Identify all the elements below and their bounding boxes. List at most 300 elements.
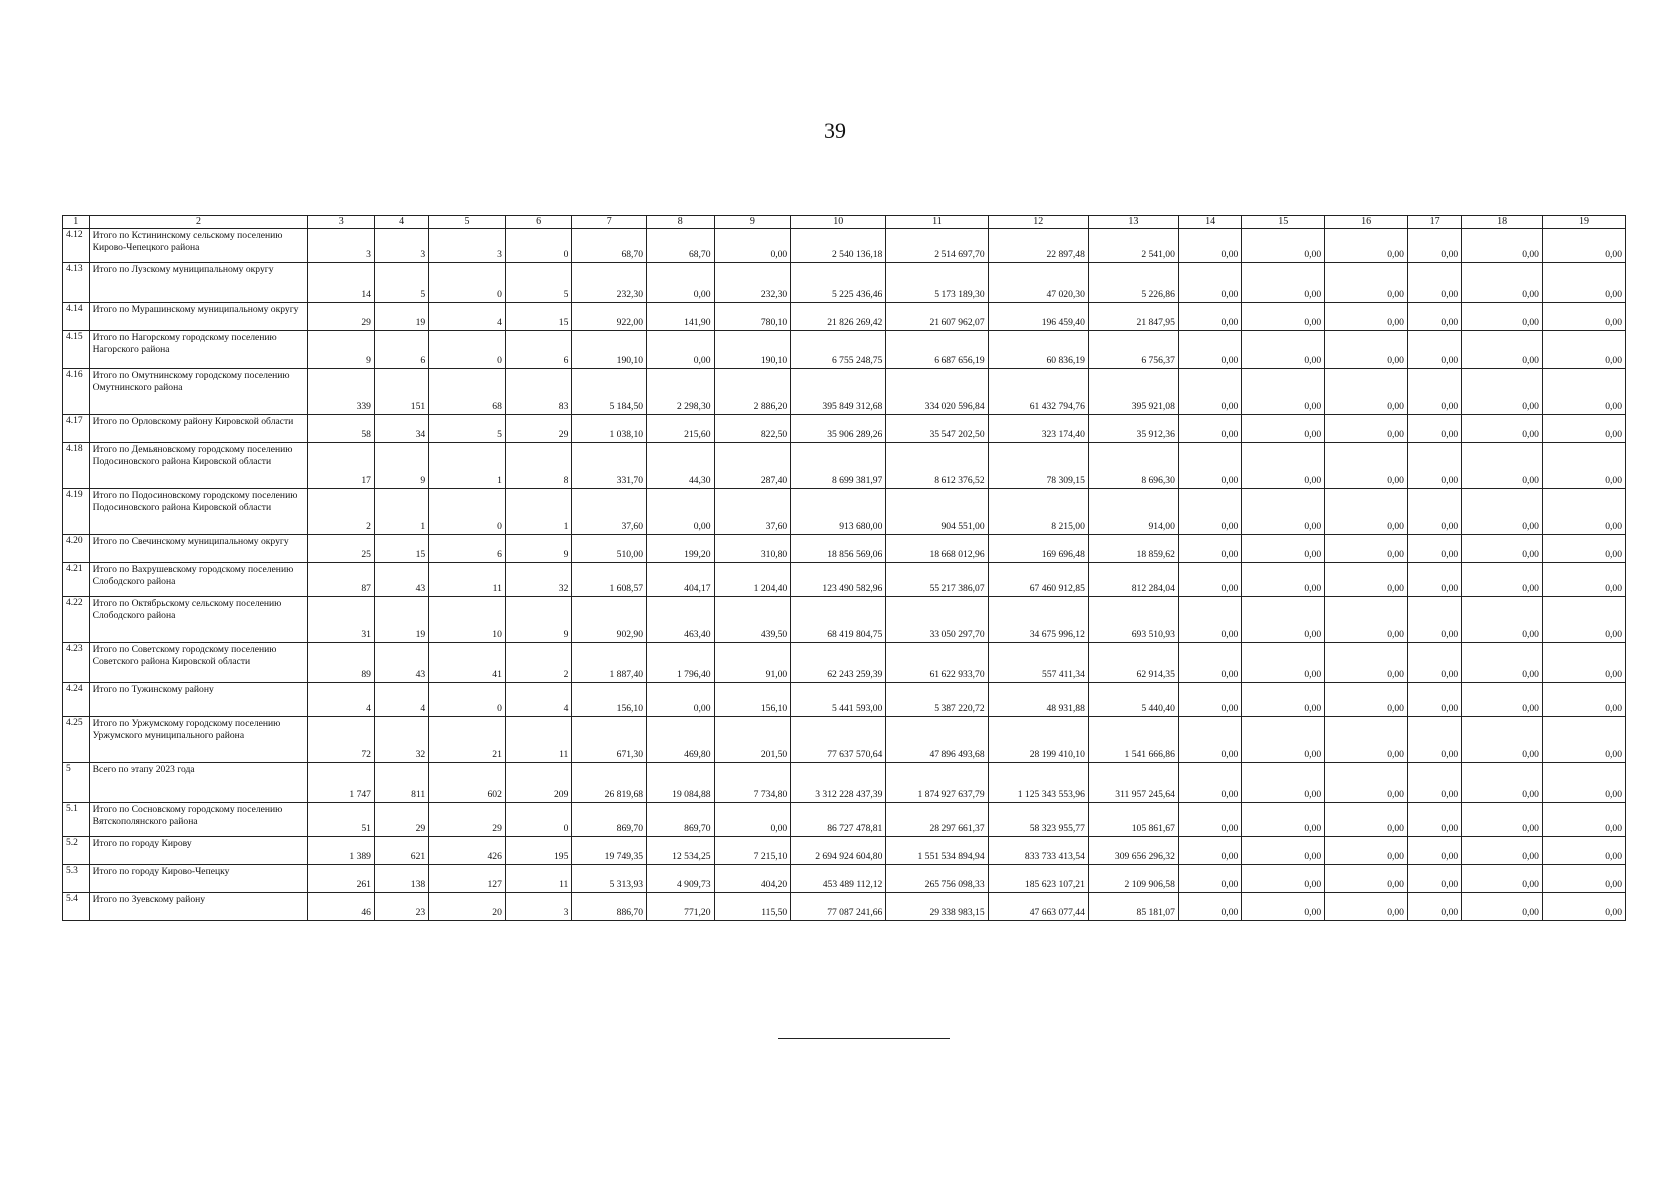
value-cell: 151 [374, 369, 428, 415]
table-row [63, 763, 1626, 803]
value-cell: 287,40 [714, 443, 791, 489]
value-cell: 469,80 [647, 717, 715, 763]
value-cell: 869,70 [572, 803, 647, 837]
value-cell: 8 [505, 443, 571, 489]
value-cell: 201,50 [714, 717, 791, 763]
value-cell: 0,00 [1325, 803, 1408, 837]
value-cell: 311 957 245,64 [1088, 763, 1178, 803]
value-cell: 0,00 [1462, 263, 1543, 303]
table-row [63, 489, 1626, 535]
value-cell: 0,00 [1242, 597, 1325, 643]
value-cell: 28 297 661,37 [886, 803, 988, 837]
column-number-cell: 8 [647, 216, 715, 229]
value-cell: 29 338 983,15 [886, 893, 988, 921]
value-cell: 0,00 [1178, 803, 1241, 837]
value-cell: 11 [505, 717, 571, 763]
value-cell: 29 [429, 803, 506, 837]
value-cell: 0,00 [1462, 717, 1543, 763]
value-cell: 0,00 [1542, 489, 1625, 535]
table-row [63, 303, 1626, 331]
value-cell: 43 [374, 563, 428, 597]
row-number: 5.3 [63, 865, 90, 893]
value-cell: 0,00 [1178, 763, 1241, 803]
value-cell: 0,00 [1178, 865, 1241, 893]
value-cell: 6 755 248,75 [791, 331, 886, 369]
row-number: 5.4 [63, 893, 90, 921]
value-cell: 1 541 666,86 [1088, 717, 1178, 763]
row-number: 4.12 [63, 229, 90, 263]
value-cell: 0,00 [1462, 597, 1543, 643]
row-name: Итого по Октябрьскому сельскому поселению Слободского района [89, 597, 308, 643]
value-cell: 323 174,40 [988, 415, 1088, 443]
value-cell: 83 [505, 369, 571, 415]
value-cell: 37,60 [714, 489, 791, 535]
column-number-cell: 3 [308, 216, 374, 229]
value-cell: 3 [429, 229, 506, 263]
value-cell: 395 921,08 [1088, 369, 1178, 415]
value-cell: 2 886,20 [714, 369, 791, 415]
value-cell: 29 [505, 415, 571, 443]
value-cell: 1 747 [308, 763, 374, 803]
value-cell: 833 733 413,54 [988, 837, 1088, 865]
value-cell: 0,00 [1542, 563, 1625, 597]
column-number-cell: 7 [572, 216, 647, 229]
column-number-cell: 19 [1542, 216, 1625, 229]
column-number-cell: 12 [988, 216, 1088, 229]
value-cell: 156,10 [714, 683, 791, 717]
value-cell: 5 387 220,72 [886, 683, 988, 717]
value-cell: 0,00 [1325, 763, 1408, 803]
value-cell: 339 [308, 369, 374, 415]
value-cell: 0,00 [647, 263, 715, 303]
value-cell: 72 [308, 717, 374, 763]
row-name: Итого по Подосиновскому городскому поселению Подосиновского района Кировской области [89, 489, 308, 535]
value-cell: 0,00 [1542, 837, 1625, 865]
value-cell: 0,00 [1407, 229, 1461, 263]
value-cell: 1 551 534 894,94 [886, 837, 988, 865]
value-cell: 85 181,07 [1088, 893, 1178, 921]
value-cell: 62 914,35 [1088, 643, 1178, 683]
value-cell: 2 540 136,18 [791, 229, 886, 263]
value-cell: 265 756 098,33 [886, 865, 988, 893]
row-number: 4.23 [63, 643, 90, 683]
value-cell: 2 [308, 489, 374, 535]
value-cell: 232,30 [714, 263, 791, 303]
value-cell: 35 912,36 [1088, 415, 1178, 443]
value-cell: 2 694 924 604,80 [791, 837, 886, 865]
value-cell: 60 836,19 [988, 331, 1088, 369]
table-row [63, 865, 1626, 893]
value-cell: 209 [505, 763, 571, 803]
value-cell: 602 [429, 763, 506, 803]
value-cell: 0,00 [1242, 443, 1325, 489]
value-cell: 0,00 [647, 489, 715, 535]
value-cell: 5 184,50 [572, 369, 647, 415]
row-name: Итого по Орловскому району Кировской области [89, 415, 308, 443]
value-cell: 51 [308, 803, 374, 837]
value-cell: 0,00 [1462, 489, 1543, 535]
value-cell: 0,00 [1407, 717, 1461, 763]
value-cell: 0,00 [1178, 303, 1241, 331]
value-cell: 6 [429, 535, 506, 563]
value-cell: 334 020 596,84 [886, 369, 988, 415]
value-cell: 0,00 [1407, 263, 1461, 303]
value-cell: 190,10 [572, 331, 647, 369]
value-cell: 1 389 [308, 837, 374, 865]
value-cell: 0,00 [1407, 563, 1461, 597]
value-cell: 3 312 228 437,39 [791, 763, 886, 803]
value-cell: 68,70 [572, 229, 647, 263]
value-cell: 510,00 [572, 535, 647, 563]
value-cell: 0,00 [1542, 865, 1625, 893]
column-number-cell: 13 [1088, 216, 1178, 229]
value-cell: 2 298,30 [647, 369, 715, 415]
value-cell: 1 038,10 [572, 415, 647, 443]
value-cell: 439,50 [714, 597, 791, 643]
value-cell: 0,00 [1542, 229, 1625, 263]
value-cell: 2 [505, 643, 571, 683]
value-cell: 4 [374, 683, 428, 717]
value-cell: 0,00 [1542, 893, 1625, 921]
value-cell: 0,00 [1462, 229, 1543, 263]
row-number: 4.19 [63, 489, 90, 535]
value-cell: 0,00 [1407, 803, 1461, 837]
value-cell: 37,60 [572, 489, 647, 535]
table-row [63, 683, 1626, 717]
value-cell: 922,00 [572, 303, 647, 331]
value-cell: 2 541,00 [1088, 229, 1178, 263]
row-number: 5.1 [63, 803, 90, 837]
value-cell: 0,00 [1178, 837, 1241, 865]
value-cell: 0,00 [647, 331, 715, 369]
value-cell: 0,00 [1542, 535, 1625, 563]
table-row [63, 563, 1626, 597]
value-cell: 0,00 [1242, 683, 1325, 717]
value-cell: 7 215,10 [714, 837, 791, 865]
column-number-cell: 4 [374, 216, 428, 229]
value-cell: 0,00 [1242, 893, 1325, 921]
value-cell: 0,00 [1407, 865, 1461, 893]
value-cell: 902,90 [572, 597, 647, 643]
value-cell: 199,20 [647, 535, 715, 563]
value-cell: 5 [505, 263, 571, 303]
value-cell: 453 489 112,12 [791, 865, 886, 893]
value-cell: 0,00 [1178, 683, 1241, 717]
report-table [62, 215, 1626, 921]
row-name: Итого по Кстининскому сельскому поселению Кирово-Чепецкого района [89, 229, 308, 263]
value-cell: 1 125 343 553,96 [988, 763, 1088, 803]
value-cell: 0,00 [1325, 563, 1408, 597]
value-cell: 0,00 [1178, 443, 1241, 489]
value-cell: 3 [308, 229, 374, 263]
table-row [63, 331, 1626, 369]
value-cell: 14 [308, 263, 374, 303]
table-row [63, 443, 1626, 489]
value-cell: 20 [429, 893, 506, 921]
value-cell: 105 861,67 [1088, 803, 1178, 837]
value-cell: 0,00 [1407, 369, 1461, 415]
value-cell: 771,20 [647, 893, 715, 921]
value-cell: 886,70 [572, 893, 647, 921]
value-cell: 8 215,00 [988, 489, 1088, 535]
value-cell: 0,00 [1407, 489, 1461, 535]
value-cell: 0,00 [1542, 597, 1625, 643]
row-name: Итого по Омутнинскому городскому поселению Омутнинского района [89, 369, 308, 415]
value-cell: 0,00 [1325, 443, 1408, 489]
value-cell: 0,00 [1325, 717, 1408, 763]
value-cell: 9 [505, 597, 571, 643]
value-cell: 19 749,35 [572, 837, 647, 865]
row-name: Итого по городу Кирову [89, 837, 308, 865]
value-cell: 4 [505, 683, 571, 717]
value-cell: 7 734,80 [714, 763, 791, 803]
value-cell: 0,00 [1178, 229, 1241, 263]
value-cell: 18 856 569,06 [791, 535, 886, 563]
value-cell: 46 [308, 893, 374, 921]
value-cell: 33 050 297,70 [886, 597, 988, 643]
value-cell: 0,00 [1242, 717, 1325, 763]
value-cell: 86 727 478,81 [791, 803, 886, 837]
value-cell: 58 323 955,77 [988, 803, 1088, 837]
column-number-row [63, 216, 1626, 229]
table-row [63, 229, 1626, 263]
value-cell: 0 [429, 489, 506, 535]
value-cell: 18 668 012,96 [886, 535, 988, 563]
value-cell: 21 [429, 717, 506, 763]
value-cell: 0,00 [1462, 865, 1543, 893]
value-cell: 0,00 [1325, 893, 1408, 921]
row-number: 5.2 [63, 837, 90, 865]
row-name: Итого по городу Кирово-Чепецку [89, 865, 308, 893]
value-cell: 29 [374, 803, 428, 837]
value-cell: 0,00 [1178, 415, 1241, 443]
value-cell: 47 663 077,44 [988, 893, 1088, 921]
value-cell: 89 [308, 643, 374, 683]
value-cell: 87 [308, 563, 374, 597]
value-cell: 0,00 [1242, 331, 1325, 369]
value-cell: 557 411,34 [988, 643, 1088, 683]
value-cell: 426 [429, 837, 506, 865]
value-cell: 190,10 [714, 331, 791, 369]
column-number-cell: 9 [714, 216, 791, 229]
value-cell: 0,00 [1178, 893, 1241, 921]
value-cell: 0,00 [1242, 229, 1325, 263]
value-cell: 0,00 [1542, 803, 1625, 837]
value-cell: 310,80 [714, 535, 791, 563]
value-cell: 0,00 [714, 229, 791, 263]
row-number: 4.20 [63, 535, 90, 563]
value-cell: 0,00 [1462, 535, 1543, 563]
table-row [63, 263, 1626, 303]
value-cell: 811 [374, 763, 428, 803]
value-cell: 0 [429, 331, 506, 369]
page-number: 39 [824, 118, 846, 143]
value-cell: 3 [505, 893, 571, 921]
value-cell: 671,30 [572, 717, 647, 763]
column-number-cell: 5 [429, 216, 506, 229]
value-cell: 47 896 493,68 [886, 717, 988, 763]
value-cell: 0,00 [1242, 837, 1325, 865]
value-cell: 6 [505, 331, 571, 369]
value-cell: 0,00 [1542, 415, 1625, 443]
value-cell: 25 [308, 535, 374, 563]
value-cell: 404,17 [647, 563, 715, 597]
row-number: 4.16 [63, 369, 90, 415]
value-cell: 0,00 [1462, 415, 1543, 443]
value-cell: 44,30 [647, 443, 715, 489]
value-cell: 22 897,48 [988, 229, 1088, 263]
value-cell: 0,00 [1242, 865, 1325, 893]
value-cell: 5 440,40 [1088, 683, 1178, 717]
column-number-cell: 11 [886, 216, 988, 229]
value-cell: 0,00 [1542, 763, 1625, 803]
value-cell: 0,00 [1242, 803, 1325, 837]
value-cell: 404,20 [714, 865, 791, 893]
value-cell: 0,00 [1325, 303, 1408, 331]
value-cell: 621 [374, 837, 428, 865]
value-cell: 1 796,40 [647, 643, 715, 683]
value-cell: 0,00 [714, 803, 791, 837]
row-name: Итого по Вахрушевскому городскому поселению Слободского района [89, 563, 308, 597]
value-cell: 463,40 [647, 597, 715, 643]
value-cell: 23 [374, 893, 428, 921]
value-cell: 0,00 [1325, 263, 1408, 303]
end-of-page-line [778, 1038, 950, 1039]
row-number: 4.15 [63, 331, 90, 369]
column-number-cell: 1 [63, 216, 90, 229]
table-body [63, 229, 1626, 921]
column-number-cell: 17 [1407, 216, 1461, 229]
table-row [63, 837, 1626, 865]
value-cell: 0,00 [1407, 837, 1461, 865]
value-cell: 123 490 582,96 [791, 563, 886, 597]
value-cell: 0,00 [1462, 369, 1543, 415]
value-cell: 232,30 [572, 263, 647, 303]
value-cell: 0,00 [1542, 331, 1625, 369]
value-cell: 4 [429, 303, 506, 331]
row-number: 4.25 [63, 717, 90, 763]
value-cell: 0,00 [1407, 597, 1461, 643]
value-cell: 0,00 [1178, 643, 1241, 683]
table-row [63, 893, 1626, 921]
row-number: 4.24 [63, 683, 90, 717]
table-row [63, 643, 1626, 683]
value-cell: 0,00 [1242, 763, 1325, 803]
row-number: 4.13 [63, 263, 90, 303]
row-number: 5 [63, 763, 90, 803]
value-cell: 0,00 [1407, 683, 1461, 717]
value-cell: 309 656 296,32 [1088, 837, 1178, 865]
value-cell: 31 [308, 597, 374, 643]
row-name: Итого по Демьяновскому городскому поселению Подосиновского района Кировской области [89, 443, 308, 489]
row-name: Итого по Сосновскому городскому поселению Вятскополянского района [89, 803, 308, 837]
value-cell: 68 419 804,75 [791, 597, 886, 643]
table-row [63, 803, 1626, 837]
row-name: Итого по Свечинскому муниципальному округу [89, 535, 308, 563]
column-number-cell: 6 [505, 216, 571, 229]
value-cell: 10 [429, 597, 506, 643]
value-cell: 19 084,88 [647, 763, 715, 803]
value-cell: 0,00 [1242, 263, 1325, 303]
value-cell: 0,00 [1462, 331, 1543, 369]
value-cell: 395 849 312,68 [791, 369, 886, 415]
value-cell: 812 284,04 [1088, 563, 1178, 597]
value-cell: 0,00 [1325, 535, 1408, 563]
value-cell: 0,00 [1178, 563, 1241, 597]
value-cell: 693 510,93 [1088, 597, 1178, 643]
value-cell: 913 680,00 [791, 489, 886, 535]
value-cell: 43 [374, 643, 428, 683]
row-name: Итого по Зуевскому району [89, 893, 308, 921]
value-cell: 6 756,37 [1088, 331, 1178, 369]
value-cell: 0,00 [1325, 415, 1408, 443]
value-cell: 5 313,93 [572, 865, 647, 893]
value-cell: 32 [374, 717, 428, 763]
value-cell: 19 [374, 303, 428, 331]
value-cell: 0,00 [1178, 597, 1241, 643]
value-cell: 8 612 376,52 [886, 443, 988, 489]
value-cell: 215,60 [647, 415, 715, 443]
value-cell: 0,00 [1325, 837, 1408, 865]
value-cell: 0,00 [1462, 803, 1543, 837]
value-cell: 196 459,40 [988, 303, 1088, 331]
row-name: Итого по Тужинскому району [89, 683, 308, 717]
value-cell: 0,00 [1462, 563, 1543, 597]
value-cell: 0,00 [1407, 443, 1461, 489]
value-cell: 5 [429, 415, 506, 443]
table-row [63, 369, 1626, 415]
value-cell: 12 534,25 [647, 837, 715, 865]
value-cell: 0,00 [1242, 643, 1325, 683]
value-cell: 0 [429, 263, 506, 303]
value-cell: 0,00 [1242, 489, 1325, 535]
value-cell: 914,00 [1088, 489, 1178, 535]
value-cell: 11 [429, 563, 506, 597]
value-cell: 0,00 [1178, 369, 1241, 415]
value-cell: 0,00 [1462, 837, 1543, 865]
value-cell: 21 826 269,42 [791, 303, 886, 331]
row-name: Итого по Мурашинскому муниципальному округу [89, 303, 308, 331]
value-cell: 5 173 189,30 [886, 263, 988, 303]
value-cell: 2 109 906,58 [1088, 865, 1178, 893]
value-cell: 68 [429, 369, 506, 415]
value-cell: 0,00 [1407, 415, 1461, 443]
value-cell: 4 [308, 683, 374, 717]
value-cell: 156,10 [572, 683, 647, 717]
value-cell: 0 [505, 803, 571, 837]
value-cell: 780,10 [714, 303, 791, 331]
value-cell: 5 441 593,00 [791, 683, 886, 717]
value-cell: 0,00 [1462, 643, 1543, 683]
value-cell: 1 [429, 443, 506, 489]
value-cell: 67 460 912,85 [988, 563, 1088, 597]
column-number-cell: 14 [1178, 216, 1241, 229]
value-cell: 19 [374, 597, 428, 643]
column-number-cell: 10 [791, 216, 886, 229]
value-cell: 1 204,40 [714, 563, 791, 597]
value-cell: 77 637 570,64 [791, 717, 886, 763]
value-cell: 0,00 [1178, 535, 1241, 563]
value-cell: 0,00 [1407, 643, 1461, 683]
value-cell: 91,00 [714, 643, 791, 683]
value-cell: 77 087 241,66 [791, 893, 886, 921]
table-row [63, 415, 1626, 443]
value-cell: 58 [308, 415, 374, 443]
column-number-cell: 2 [89, 216, 308, 229]
value-cell: 32 [505, 563, 571, 597]
value-cell: 0,00 [1325, 597, 1408, 643]
value-cell: 141,90 [647, 303, 715, 331]
